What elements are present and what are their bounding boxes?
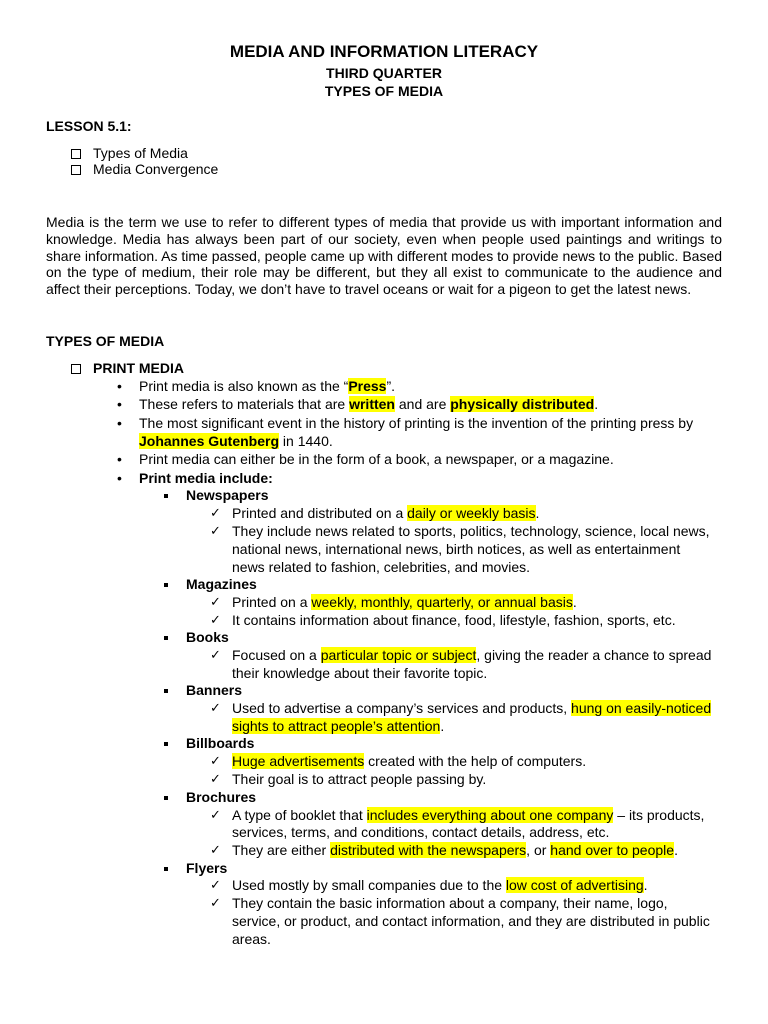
bullet-text: The most significant event in the history of printing is the invention of the printing press by xyxy=(139,415,694,431)
checkmark-icon: ✓ xyxy=(210,701,221,716)
bullet-icon: • xyxy=(117,451,122,467)
checkmark-icon: ✓ xyxy=(210,772,221,787)
check-text: their knowledge about their favorite topic. xyxy=(232,665,488,681)
intro-paragraph xyxy=(46,214,722,298)
lesson-label: LESSON 5.1: xyxy=(46,118,132,134)
highlight: daily or weekly basis xyxy=(407,505,536,521)
check-text: service, or product, and contact information, and they are distributed in public xyxy=(232,913,710,929)
highlight: includes everything about one company xyxy=(366,807,614,823)
check-text: services, terms, and conditions, contact details, address, etc. xyxy=(232,824,610,840)
check-text: Used to advertise a company’s services and products, hung on easily-noticed xyxy=(232,700,712,716)
check-text: Huge advertisements created with the help of computers. xyxy=(232,753,587,769)
check-text: They are either distributed with the newspapers, or hand over to people. xyxy=(232,842,678,858)
checkbox-icon xyxy=(71,149,81,159)
paragraph-line: Media is the term we use to refer to different types of media that provide us with important information and xyxy=(46,214,722,230)
highlight: physically distributed xyxy=(450,396,595,412)
checkmark-icon: ✓ xyxy=(210,808,221,823)
type-label: Brochures xyxy=(186,789,257,805)
check-text: It contains information about finance, food, lifestyle, fashion, sports, etc. xyxy=(232,612,676,628)
checkmark-icon: ✓ xyxy=(210,754,221,769)
bullet-text: Print media include: xyxy=(139,470,273,486)
quarter-heading: THIRD QUARTER xyxy=(326,65,442,81)
square-bullet-icon xyxy=(164,636,168,640)
square-bullet-icon xyxy=(164,583,168,587)
highlight: particular topic or subject xyxy=(320,647,477,663)
check-text: They contain the basic information about a company, their name, logo, xyxy=(232,895,668,911)
highlight: sights to attract people’s attention xyxy=(232,718,441,734)
checkmark-icon: ✓ xyxy=(210,506,221,521)
bullet-icon: • xyxy=(117,396,122,412)
paragraph-line: affect their perceptions. Today, we don’t have to travel oceans or wait for a pigeon to get the latest news. xyxy=(46,281,692,298)
check-text: national news, international news, birth notices, as well as entertainment xyxy=(232,541,681,557)
square-bullet-icon xyxy=(164,494,168,498)
print-media-heading: PRINT MEDIA xyxy=(93,360,184,376)
bullet-text: Johannes Gutenberg in 1440. xyxy=(139,433,333,449)
type-label: Billboards xyxy=(186,735,255,751)
bullet-text: Print media can either be in the form of a book, a newspaper, or a magazine. xyxy=(139,451,614,467)
checkmark-icon: ✓ xyxy=(210,896,221,911)
highlight: Johannes Gutenberg xyxy=(139,433,280,449)
type-label: Books xyxy=(186,629,229,645)
topic-heading: TYPES OF MEDIA xyxy=(324,83,444,99)
type-label: Magazines xyxy=(186,576,257,592)
check-text: Focused on a particular topic or subject, giving the reader a chance to spread xyxy=(232,647,712,663)
type-label: Flyers xyxy=(186,860,228,876)
check-text: areas. xyxy=(232,931,271,947)
check-text: Their goal is to attract people passing by. xyxy=(232,771,487,787)
paragraph-line: knowledge. Media has always been part of our society, even when people used paintings and writings to xyxy=(46,230,722,247)
check-text: Used mostly by small companies due to the low cost of advertising. xyxy=(232,877,648,893)
check-text: Printed and distributed on a daily or weekly basis. xyxy=(232,505,540,521)
checkmark-icon: ✓ xyxy=(210,878,221,893)
highlight: written xyxy=(349,396,395,412)
checkmark-icon: ✓ xyxy=(210,524,221,539)
document-title: MEDIA AND INFORMATION LITERACY xyxy=(229,42,539,61)
highlight: Press xyxy=(348,378,387,394)
checkmark-icon: ✓ xyxy=(210,648,221,663)
square-bullet-icon xyxy=(164,796,168,800)
check-text: sights to attract people’s attention. xyxy=(232,718,445,734)
checkmark-icon: ✓ xyxy=(210,843,221,858)
highlight: weekly, monthly, quarterly, or annual basis xyxy=(311,594,573,610)
bullet-text: Print media is also known as the “Press”. xyxy=(139,378,396,394)
highlight: distributed with the newspapers xyxy=(330,842,527,858)
type-label: Banners xyxy=(186,682,243,698)
section-heading: TYPES OF MEDIA xyxy=(46,333,165,349)
bullet-text: These refers to materials that are written and are physically distributed. xyxy=(139,396,599,412)
bullet-icon: • xyxy=(117,415,122,431)
checkbox-icon xyxy=(71,364,81,374)
highlight: Huge advertisements xyxy=(232,753,365,769)
check-text: news related to fashion, celebrities, and movies. xyxy=(232,559,531,575)
square-bullet-icon xyxy=(164,867,168,871)
check-text: They include news related to sports, politics, technology, science, local news, xyxy=(232,523,710,539)
type-label: Newspapers xyxy=(186,487,269,503)
checkmark-icon: ✓ xyxy=(210,595,221,610)
square-bullet-icon xyxy=(164,689,168,693)
bullet-icon: • xyxy=(117,378,122,394)
lesson-item: Types of Media xyxy=(93,145,188,161)
check-text: A type of booklet that includes everything about one company – its products, xyxy=(232,807,705,823)
highlight: low cost of advertising xyxy=(505,877,644,893)
paragraph-line: share information. As time passed, people came up with different modes to provide news to the public. Based xyxy=(46,247,723,264)
highlight: hand over to people xyxy=(550,842,675,858)
square-bullet-icon xyxy=(164,742,168,746)
paragraph-line: on the type of medium, their role may be different, but they all exist to communicate to the audience and xyxy=(46,264,722,281)
highlight: hung on easily-noticed xyxy=(571,700,712,716)
bullet-icon: • xyxy=(117,470,122,486)
lesson-item: Media Convergence xyxy=(93,161,219,177)
check-text: Printed on a weekly, monthly, quarterly, or annual basis. xyxy=(232,594,577,610)
checkmark-icon: ✓ xyxy=(210,613,221,628)
checkbox-icon xyxy=(71,165,81,175)
